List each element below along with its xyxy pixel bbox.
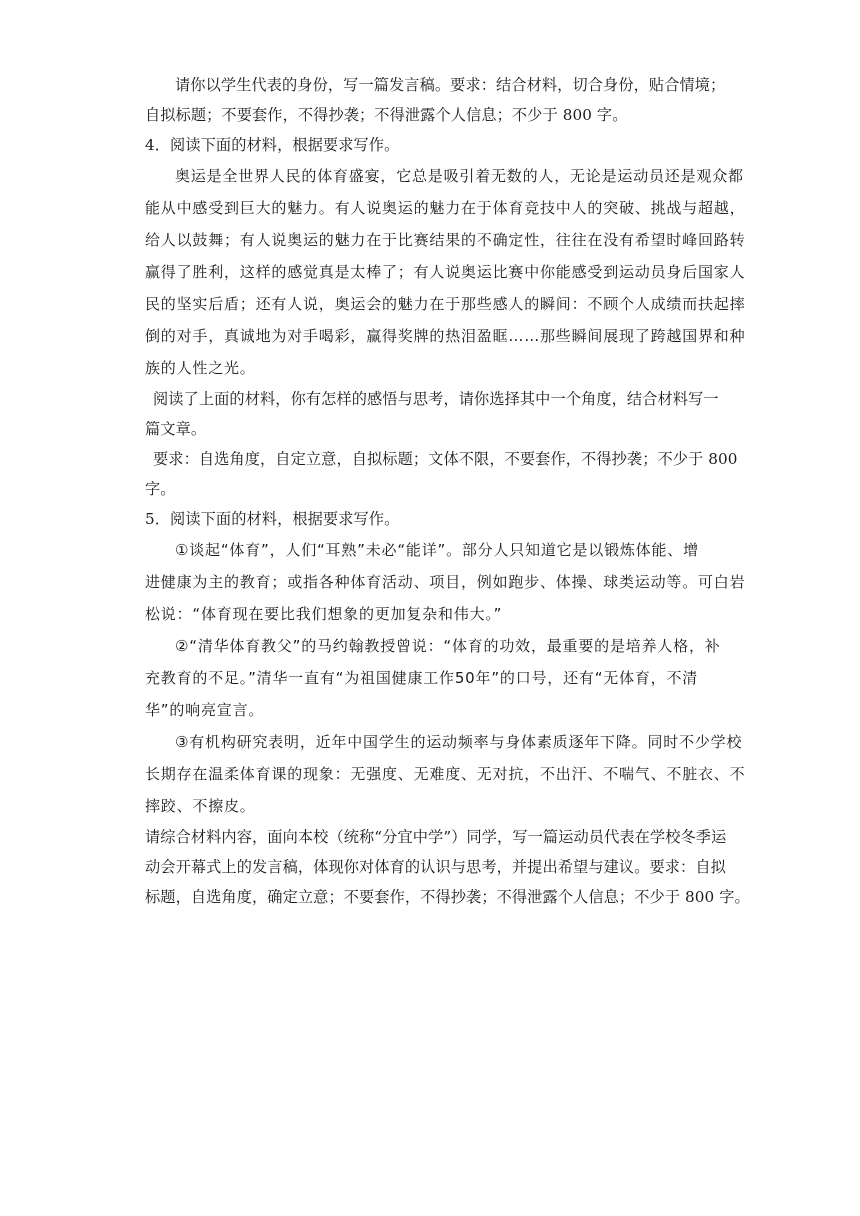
q4-requirement-line: 字。 <box>145 480 176 498</box>
q4-material-line: 倒的对手，真诚地为对手喝彩，赢得奖牌的热泪盈眶……那些瞬间展现了跨越国界和种 <box>145 327 746 345</box>
q5-material-line: ①谈起“体育”，人们“耳熟”未必“能详”。部分人只知道它是以锻炼体能、增 <box>175 541 699 559</box>
q4-material <box>145 160 746 384</box>
q4-heading: 4．阅读下面的材料，根据要求写作。 <box>145 136 400 154</box>
q5-heading: 5．阅读下面的材料，根据要求写作。 <box>145 510 400 528</box>
q5-material-2 <box>145 630 721 726</box>
q3-requirement-line: 自拟标题；不要套作，不得抄袭；不得泄露个人信息；不少于 800 字。 <box>145 106 628 124</box>
q4-material-line: 赢得了胜利，这样的感觉真是太棒了；有人说奥运比赛中你能感受到运动员身后国家人 <box>145 263 746 281</box>
question-5 <box>145 504 750 912</box>
q5-material-3 <box>145 726 746 822</box>
q5-material-line: 华”的响亮宣言。 <box>145 701 265 719</box>
q4-material-line: 能从中感受到巨大的魅力。有人说奥运的魅力在于体育竞技中人的突破、挑战与超越， <box>145 199 746 217</box>
q5-material-line: 长期存在温柔体育课的现象：无强度、无难度、无对抗，不出汗、不喘气、不脏衣、不 <box>145 765 746 783</box>
q5-task-line: 标题，自选角度，确定立意；不要套作，不得抄袭；不得泄露个人信息；不少于 800 字。 <box>145 888 750 906</box>
q5-material-line: ②“清华体育教父”的马约翰教授曾说：“体育的功效，最重要的是培养人格，补 <box>175 637 721 655</box>
q5-material-line: ③有机构研究表明，近年中国学生的运动频率与身体素质逐年下降。同时不少学校 <box>175 733 743 751</box>
q4-material-line: 奥运是全世界人民的体育盛宴，它总是吸引着无数的人，无论是运动员还是观众都 <box>175 167 744 185</box>
q4-requirement <box>145 444 738 504</box>
q4-prompt-line: 阅读了上面的材料，你有怎样的感悟与思考，请你选择其中一个角度，结合材料写一 <box>153 390 719 408</box>
q5-material-line: 进健康为主的教育；或指各种体育活动、项目，例如跑步、体操、球类运动等。可白岩 <box>145 573 746 591</box>
q5-material-line: 摔跤、不擦皮。 <box>145 797 256 815</box>
q4-prompt <box>145 384 717 444</box>
q5-material-line: 松说：“体育现在要比我们想象的更加复杂和伟大。” <box>145 605 503 623</box>
q4-requirement-line: 要求：自选角度，自定立意，自拟标题；文体不限，不要套作，不得抄袭；不少于 800 <box>153 450 738 468</box>
question-4 <box>145 130 746 504</box>
q5-material-line: 充教育的不足。”清华一直有“为祖国健康工作50年”的口号，还有“无体育，不清 <box>145 669 699 687</box>
q3-requirement-line: 请你以学生代表的身份，写一篇发言稿。要求：结合材料，切合身份，贴合情境； <box>175 76 726 94</box>
q5-material-1 <box>145 534 746 630</box>
q4-material-line: 民的坚实后盾；还有人说，奥运会的魅力在于那些感人的瞬间：不顾个人成绩而扶起摔 <box>145 295 746 313</box>
q4-material-line: 族的人性之光。 <box>145 359 256 377</box>
q3-tail <box>145 70 726 130</box>
q5-task-line: 动会开幕式上的发言稿，体现你对体育的认识与思考，并提出希望与建议。要求：自拟 <box>145 858 726 876</box>
q4-material-line: 给人以鼓舞；有人说奥运的魅力在于比赛结果的不确定性，往往在没有希望时峰回路转 <box>145 231 746 249</box>
q4-prompt-line: 篇文章。 <box>145 420 207 438</box>
q5-task <box>145 822 750 912</box>
q5-task-line: 请综合材料内容，面向本校（统称“分宜中学”）同学，写一篇运动员代表在学校冬季运 <box>145 828 727 846</box>
document-page <box>145 70 750 912</box>
